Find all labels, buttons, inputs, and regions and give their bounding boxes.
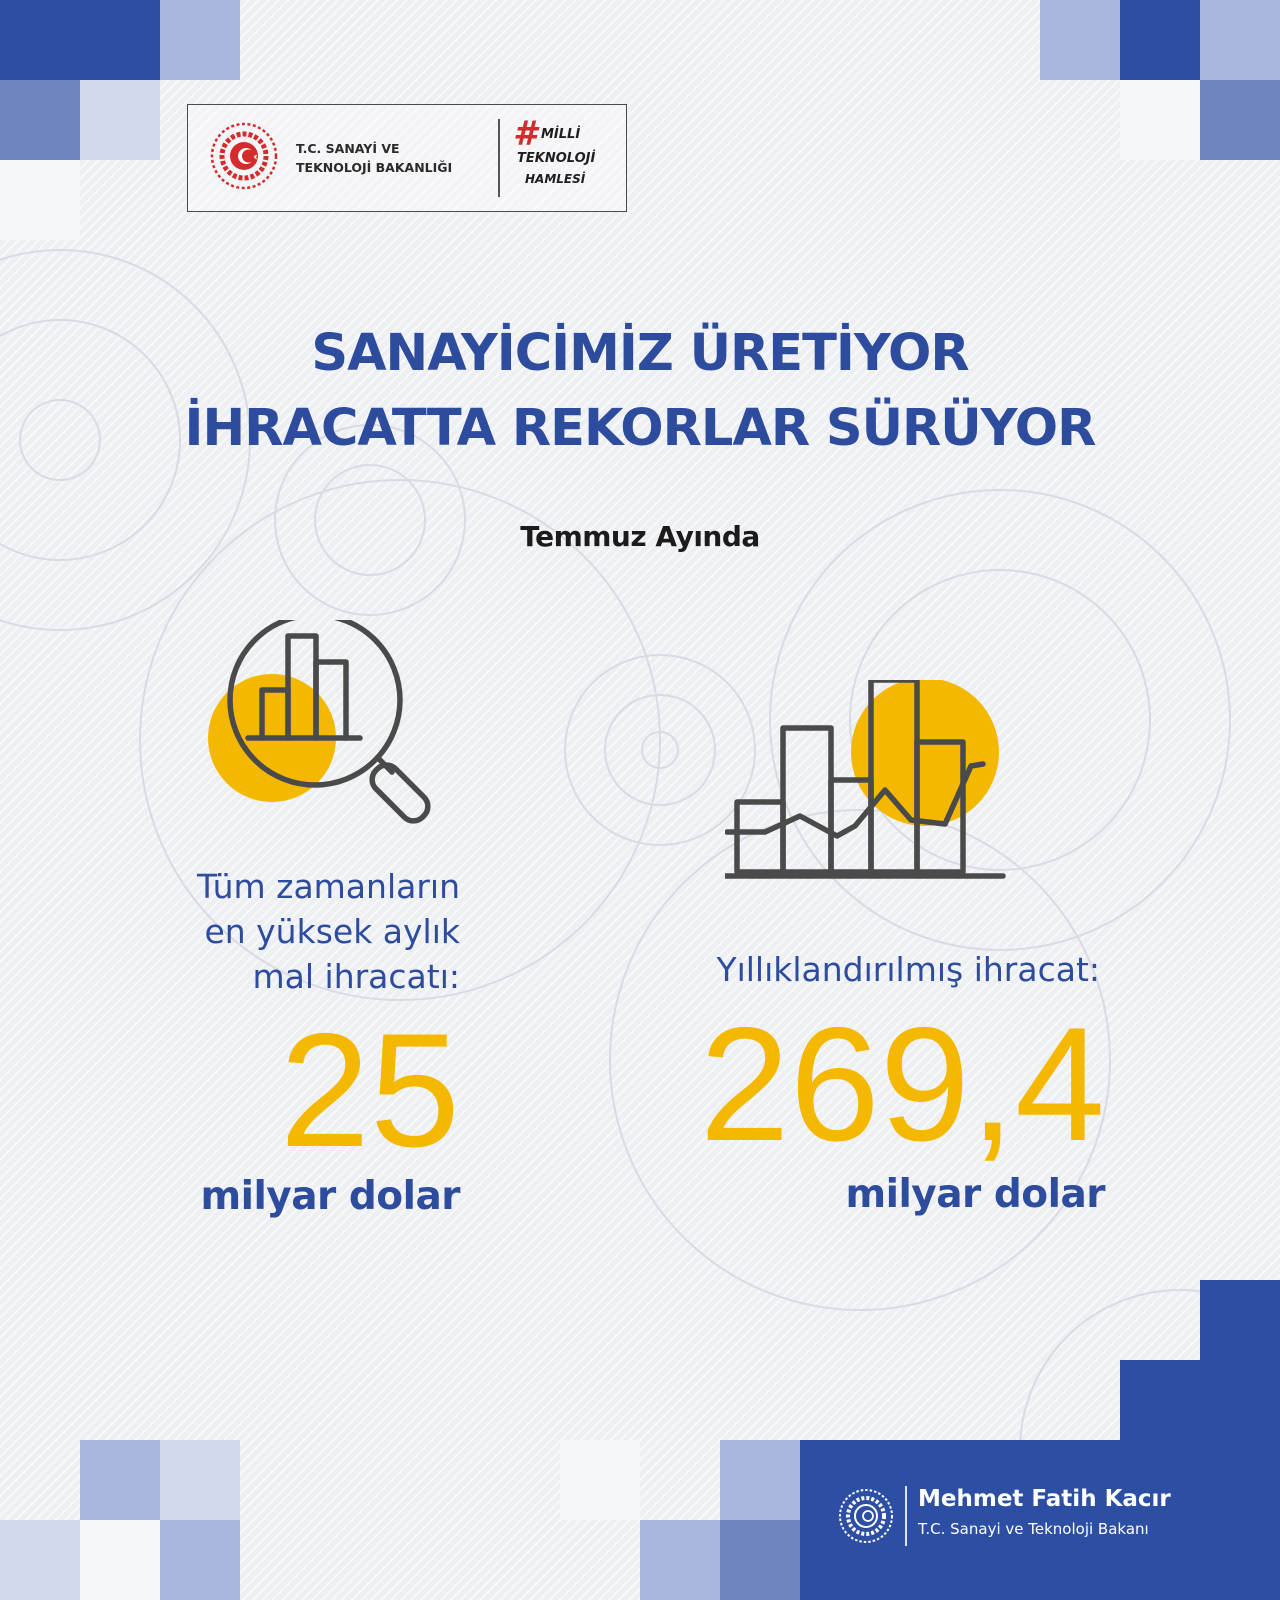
footer-name: Mehmet Fatih Kacır [918,1486,1171,1512]
decor-square [1200,1280,1280,1360]
stat2-value: 269,4 [699,994,1105,1175]
stat1-value: 25 [279,1000,460,1181]
footer-role: T.C. Sanayi ve Teknoloji Bakanı [918,1520,1149,1538]
ministry-seal-icon [838,1488,894,1544]
decor-square [560,1440,640,1520]
campaign-word1: MİLLİ [541,127,581,142]
page-title [0,316,1280,466]
stat2-description: Yıllıklandırılmış ihracat: [716,950,1100,989]
decor-square [1120,80,1200,160]
campaign-word2: TEKNOLOJİ [517,151,596,166]
decor-square [80,80,160,160]
magnifier-bar-chart-icon [200,620,460,830]
stat1-desc-line3: mal ihracatı: [252,957,460,996]
campaign-word3: HAMLESİ [525,172,586,186]
ministry-name [296,139,452,177]
decor-square [80,1520,160,1600]
stat1-description [100,864,460,999]
decor-square [80,1440,160,1520]
decor-square [1040,0,1120,80]
decor-square [80,0,160,80]
decor-square [160,1520,240,1600]
page-subtitle: Temmuz Ayında [520,520,760,553]
ministry-name-line2: TEKNOLOJİ BAKANLIĞI [296,160,453,175]
decor-square [1200,0,1280,80]
stat1-desc-line1: Tüm zamanların [196,867,460,906]
stat1-unit: milyar dolar [200,1174,460,1219]
logo-divider [498,119,500,197]
decor-square [160,1440,240,1520]
stat1-desc-line2: en yüksek aylık [204,912,460,951]
ministry-name-line1: T.C. SANAYİ VE [296,141,400,156]
decor-square [1120,0,1200,80]
ministry-seal-icon [210,122,278,190]
header-logo-box [187,104,627,212]
decor-square [0,160,80,240]
decor-square [1120,1360,1280,1440]
decor-square [0,0,80,80]
decor-square [0,80,80,160]
decor-square [720,1520,800,1600]
decor-square [160,0,240,80]
decor-square [720,1440,800,1520]
title-line1: SANAYİCİMİZ ÜRETİYOR [311,324,969,383]
milli-teknoloji-hamlesi-logo [513,114,613,201]
stat2-unit: milyar dolar [845,1172,1105,1217]
campaign-hash: # [513,114,537,154]
decor-square [1200,80,1280,160]
title-line2: İHRACATTA REKORLAR SÜRÜYOR [184,399,1096,458]
decor-square [640,1520,720,1600]
footer-divider [905,1486,907,1546]
bar-line-chart-icon [725,680,1025,900]
decor-square [0,1520,80,1600]
